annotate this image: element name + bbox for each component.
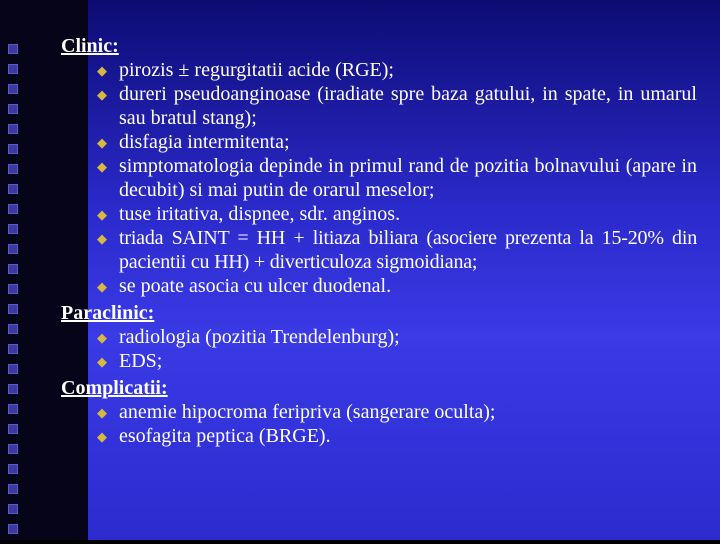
decorative-square-column [8,44,20,544]
list-item-text: pirozis ± regurgitatii acide (RGE); [119,59,394,81]
diamond-bullet-icon: ◆ [97,87,107,102]
decorative-square [8,364,18,374]
list-item-text: esofagita peptica (BRGE). [119,425,331,447]
diamond-bullet-icon: ◆ [97,330,107,345]
decorative-square [8,524,18,534]
list-item [61,58,697,82]
decorative-square [8,64,18,74]
decorative-square [8,144,18,154]
list-item-text: simptomatologia depinde in primul rand de pozitia bolnavului (apare in decubit) si mai putin de orarul meselor; [119,155,697,201]
list-item [61,82,697,130]
decorative-square [8,224,18,234]
decorative-square [8,84,18,94]
list-item [61,400,697,424]
decorative-square [8,164,18,174]
list-item [61,325,697,349]
decorative-square [8,424,18,434]
diamond-bullet-icon: ◆ [97,135,107,150]
list-item [61,274,697,298]
list-item [61,424,697,448]
decorative-square [8,264,18,274]
list-item-text: triada SAINT = HH + litiaza biliara (asociere prezenta la 15-20% din pacientii cu HH) + diverticuloza sigmoidiana; [119,227,697,273]
decorative-square [8,304,18,314]
section-paraclinic [61,301,697,373]
decorative-square [8,104,18,114]
decorative-square [8,484,18,494]
decorative-square [8,124,18,134]
decorative-square [8,204,18,214]
section-heading-complicatii: Complicatii: [61,377,168,399]
list-item [61,226,697,274]
diamond-bullet-icon: ◆ [97,405,107,420]
decorative-square [8,184,18,194]
decorative-square [8,464,18,474]
decorative-square [8,344,18,354]
diamond-bullet-icon: ◆ [97,63,107,78]
slide-content [61,34,697,451]
diamond-bullet-icon: ◆ [97,159,107,174]
list-item [61,154,697,202]
section-clinic [61,34,697,298]
list-item-text: anemie hipocroma feripriva (sangerare oculta); [119,401,496,423]
decorative-square [8,384,18,394]
list-item [61,349,697,373]
list-item-text: EDS; [119,350,163,372]
decorative-square [8,324,18,334]
section-complicatii [61,376,697,448]
diamond-bullet-icon: ◆ [97,279,107,294]
decorative-square [8,444,18,454]
diamond-bullet-icon: ◆ [97,207,107,222]
list-item [61,202,697,226]
list-item-text: radiologia (pozitia Trendelenburg); [119,326,400,348]
diamond-bullet-icon: ◆ [97,231,107,246]
list-item-text: disfagia intermitenta; [119,131,290,153]
diamond-bullet-icon: ◆ [97,429,107,444]
decorative-square [8,44,18,54]
list-item-text: tuse iritativa, dispnee, sdr. anginos. [119,203,401,225]
section-heading-paraclinic: Paraclinic: [61,302,155,324]
decorative-square [8,404,18,414]
list-item [61,130,697,154]
list-item-text: se poate asocia cu ulcer duodenal. [119,275,392,297]
decorative-square [8,284,18,294]
decorative-square [8,244,18,254]
decorative-square [8,504,18,514]
list-item-text: dureri pseudoanginoase (iradiate spre baza gatului, in spate, in umarul sau bratul stang); [119,83,697,129]
section-heading-clinic: Clinic: [61,35,119,57]
diamond-bullet-icon: ◆ [97,354,107,369]
